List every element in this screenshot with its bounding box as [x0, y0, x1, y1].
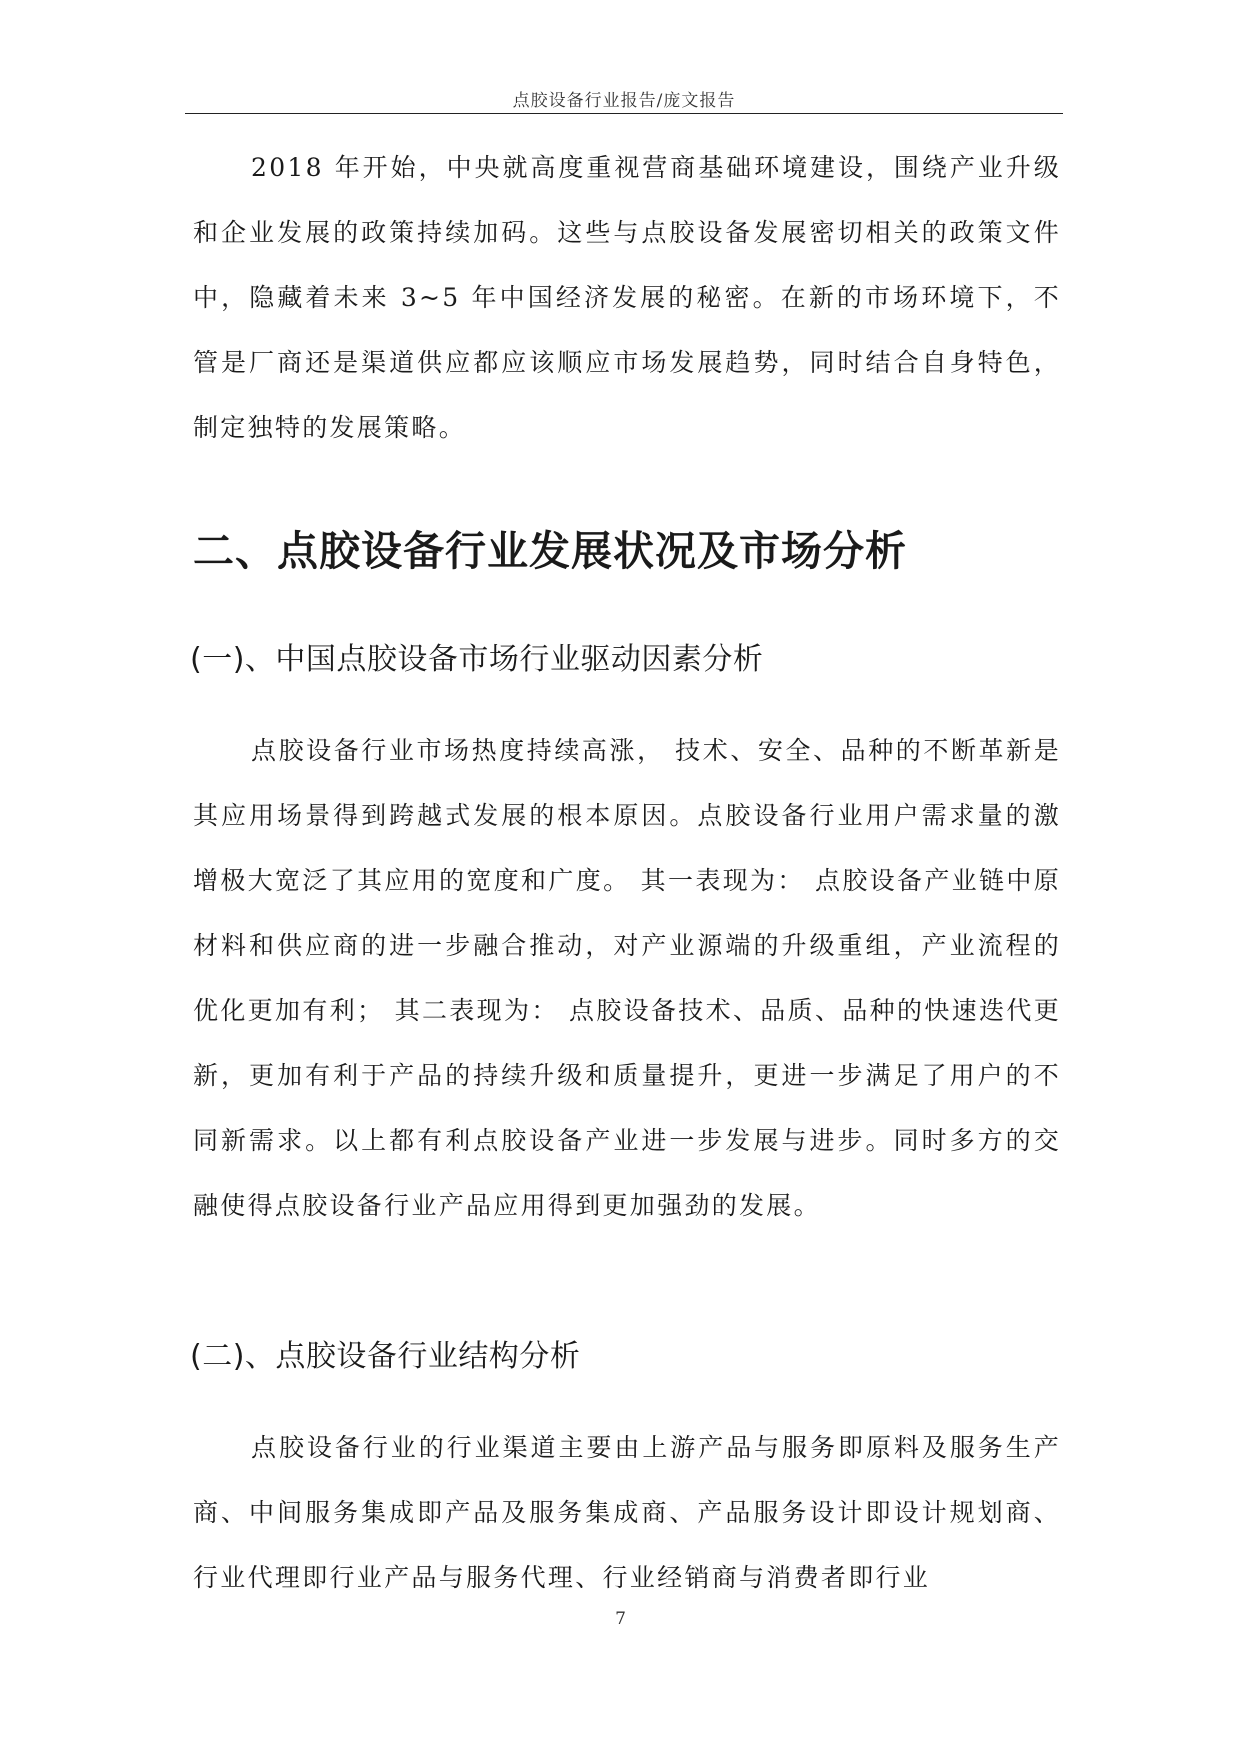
section-title: 二、点胶设备行业发展状况及市场分析: [193, 527, 907, 575]
intro-paragraph: 2018 年开始，中央就高度重视营商基础环境建设，围绕产业升级和企业发展的政策持续加码。这些与点胶设备发展密切相关的政策文件中，隐藏着未来 3~5 年中国经济发展的秘密。在新的市场环境下，不管是厂商还是渠道供应都应该顺应市场发展趋势，同时结合自身特色，制定独特的发展策略。: [193, 153, 1061, 442]
subsection-1-title: (一)、中国点胶设备市场行业驱动因素分析: [190, 642, 764, 677]
subsection-1-paragraph: 点胶设备行业市场热度持续高涨， 技术、安全、品种的不断革新是其应用场景得到跨越式发展的根本原因。点胶设备行业用户需求量的激增极大宽泛了其应用的宽度和广度。 其一表现为： 点胶设备产业链中原材料和供应商的进一步融合推动，对产业源端的升级重组，产业流程的优化更加有利； 其二表现为： 点胶设备技术、品质、品种的快速迭代更新，更加有利于产品的持续升级和质量提升，更进一步满足了用户的不同新需求。以上都有利点胶设备产业进一步发展与进步。同时多方的交融使得点胶设备行业产品应用得到更加强劲的发展。: [193, 736, 1061, 1220]
header-divider: [185, 113, 1063, 114]
subsection-2-title: (二)、点胶设备行业结构分析: [190, 1339, 581, 1374]
page-number: 7: [615, 1609, 626, 1629]
subsection-2-paragraph: 点胶设备行业的行业渠道主要由上游产品与服务即原料及服务生产商、中间服务集成即产品及服务集成商、产品服务设计即设计规划商、行业代理即行业产品与服务代理、行业经销商与消费者即行业: [193, 1433, 1061, 1592]
running-header: 点胶设备行业报告/庞文报告: [512, 91, 736, 111]
